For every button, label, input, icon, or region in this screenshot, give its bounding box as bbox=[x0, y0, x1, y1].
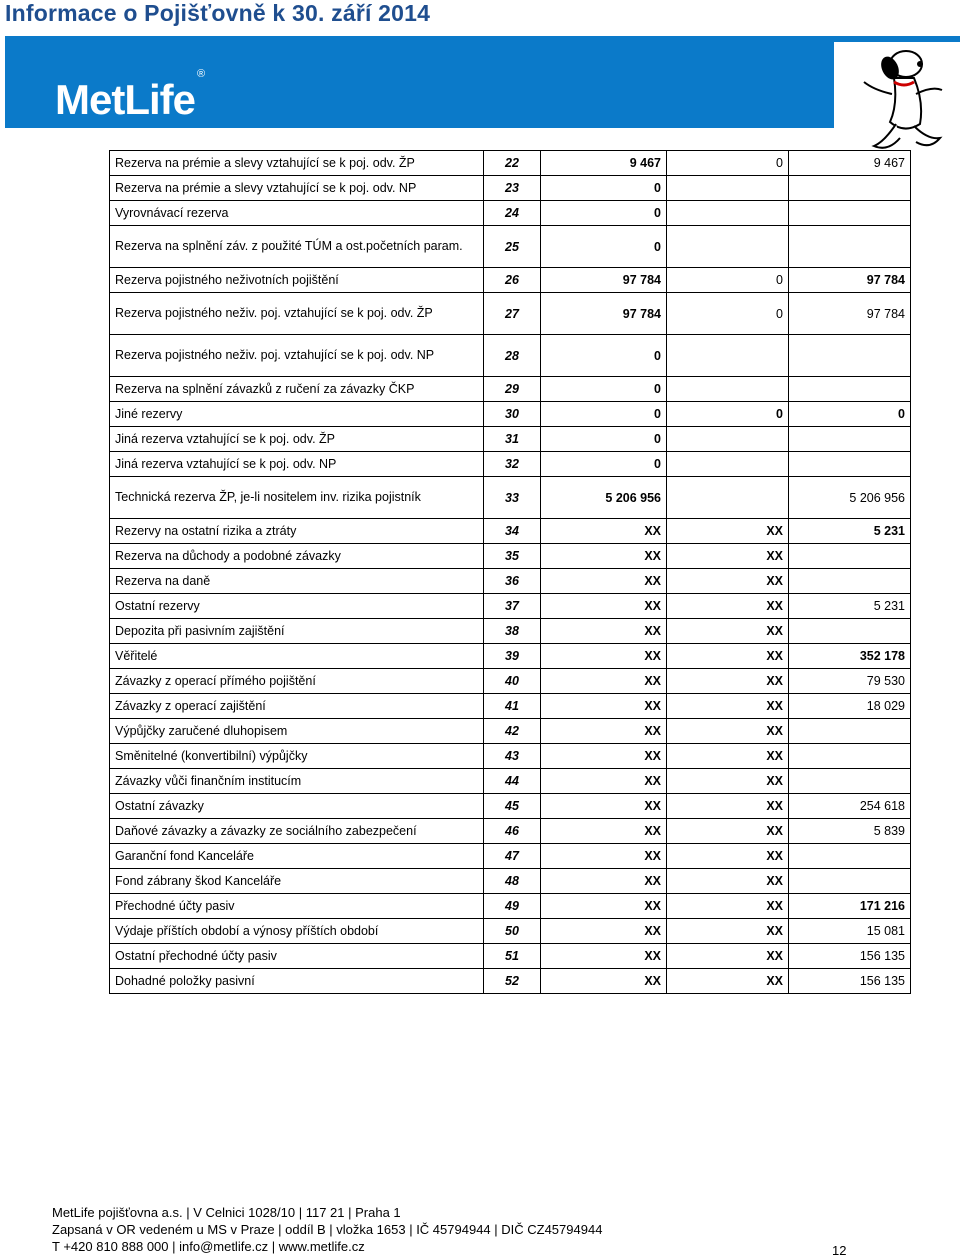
row-label: Jiné rezervy bbox=[110, 402, 484, 427]
value-col-3: 5 839 bbox=[789, 819, 911, 844]
table-row bbox=[110, 694, 911, 719]
value-col-3 bbox=[789, 452, 911, 477]
value-col-1: XX bbox=[541, 744, 667, 769]
value-col-3: 15 081 bbox=[789, 919, 911, 944]
row-label: Rezerva pojistného neživotních pojištění bbox=[110, 268, 484, 293]
row-label: Závazky vůči finančním institucím bbox=[110, 769, 484, 794]
value-col-1: XX bbox=[541, 944, 667, 969]
snoopy-mascot-icon bbox=[834, 42, 960, 162]
value-col-3 bbox=[789, 719, 911, 744]
table-row bbox=[110, 794, 911, 819]
value-col-2: XX bbox=[667, 769, 789, 794]
row-label: Přechodné účty pasiv bbox=[110, 894, 484, 919]
table-row bbox=[110, 769, 911, 794]
value-col-1: 97 784 bbox=[541, 268, 667, 293]
table-row bbox=[110, 894, 911, 919]
footer-contact: T +420 810 888 000 | info@metlife.cz | www.metlife.cz bbox=[52, 1239, 365, 1254]
table-row bbox=[110, 201, 911, 226]
value-col-1: XX bbox=[541, 769, 667, 794]
value-col-1: XX bbox=[541, 869, 667, 894]
value-col-3: 156 135 bbox=[789, 969, 911, 994]
value-col-1: XX bbox=[541, 794, 667, 819]
table-row bbox=[110, 594, 911, 619]
row-number: 37 bbox=[484, 594, 541, 619]
row-label: Rezervy na ostatní rizika a ztráty bbox=[110, 519, 484, 544]
value-col-1: 0 bbox=[541, 377, 667, 402]
value-col-1: XX bbox=[541, 819, 667, 844]
registered-mark: ® bbox=[197, 68, 205, 80]
value-col-1: XX bbox=[541, 594, 667, 619]
value-col-3: 18 029 bbox=[789, 694, 911, 719]
value-col-2: XX bbox=[667, 669, 789, 694]
value-col-2 bbox=[667, 377, 789, 402]
value-col-3: 5 231 bbox=[789, 594, 911, 619]
footer bbox=[52, 1204, 602, 1255]
row-label: Jiná rezerva vztahující se k poj. odv. NP bbox=[110, 452, 484, 477]
table-row bbox=[110, 226, 911, 268]
row-label: Fond zábrany škod Kanceláře bbox=[110, 869, 484, 894]
value-col-1: XX bbox=[541, 844, 667, 869]
value-col-2: XX bbox=[667, 694, 789, 719]
value-col-3 bbox=[789, 869, 911, 894]
value-col-2: XX bbox=[667, 894, 789, 919]
row-number: 25 bbox=[484, 226, 541, 268]
value-col-3 bbox=[789, 569, 911, 594]
value-col-1: XX bbox=[541, 894, 667, 919]
value-col-2: XX bbox=[667, 619, 789, 644]
row-label: Jiná rezerva vztahující se k poj. odv. ŽP bbox=[110, 427, 484, 452]
table-row bbox=[110, 293, 911, 335]
value-col-2 bbox=[667, 477, 789, 519]
value-col-2: XX bbox=[667, 519, 789, 544]
row-number: 33 bbox=[484, 477, 541, 519]
header-banner bbox=[5, 36, 960, 128]
row-label: Depozita při pasivním zajištění bbox=[110, 619, 484, 644]
table-row bbox=[110, 644, 911, 669]
table-row bbox=[110, 402, 911, 427]
row-label: Výdaje příštích období a výnosy příštích období bbox=[110, 919, 484, 944]
page-number: 12 bbox=[832, 1243, 847, 1258]
row-number: 42 bbox=[484, 719, 541, 744]
table-row bbox=[110, 335, 911, 377]
value-col-1: 0 bbox=[541, 452, 667, 477]
value-col-2: XX bbox=[667, 544, 789, 569]
value-col-3: 79 530 bbox=[789, 669, 911, 694]
row-number: 41 bbox=[484, 694, 541, 719]
value-col-2: 0 bbox=[667, 268, 789, 293]
row-number: 27 bbox=[484, 293, 541, 335]
value-col-3: 0 bbox=[789, 402, 911, 427]
value-col-1: XX bbox=[541, 919, 667, 944]
value-col-2 bbox=[667, 201, 789, 226]
value-col-2 bbox=[667, 452, 789, 477]
row-label: Rezerva na splnění závazků z ručení za závazky ČKP bbox=[110, 377, 484, 402]
table-row bbox=[110, 819, 911, 844]
row-number: 44 bbox=[484, 769, 541, 794]
value-col-3 bbox=[789, 769, 911, 794]
value-col-2: XX bbox=[667, 969, 789, 994]
row-label: Závazky z operací zajištění bbox=[110, 694, 484, 719]
table-row bbox=[110, 844, 911, 869]
logo-text: MetLife bbox=[55, 76, 195, 123]
row-label: Ostatní přechodné účty pasiv bbox=[110, 944, 484, 969]
row-number: 22 bbox=[484, 151, 541, 176]
footer-address: MetLife pojišťovna a.s. | V Celnici 1028/10 | 117 21 | Praha 1 bbox=[52, 1205, 401, 1220]
value-col-2: XX bbox=[667, 794, 789, 819]
value-col-3: 156 135 bbox=[789, 944, 911, 969]
table-row bbox=[110, 519, 911, 544]
value-col-3: 9 467 bbox=[789, 151, 911, 176]
value-col-1: XX bbox=[541, 544, 667, 569]
row-number: 46 bbox=[484, 819, 541, 844]
row-label: Rezerva pojistného neživ. poj. vztahující se k poj. odv. NP bbox=[110, 335, 484, 377]
value-col-3 bbox=[789, 544, 911, 569]
value-col-2: XX bbox=[667, 744, 789, 769]
value-col-1: XX bbox=[541, 519, 667, 544]
table-row bbox=[110, 919, 911, 944]
value-col-1: 0 bbox=[541, 427, 667, 452]
row-number: 29 bbox=[484, 377, 541, 402]
value-col-3: 5 231 bbox=[789, 519, 911, 544]
metlife-logo bbox=[55, 66, 204, 130]
value-col-1: 0 bbox=[541, 201, 667, 226]
value-col-2: XX bbox=[667, 569, 789, 594]
row-number: 38 bbox=[484, 619, 541, 644]
row-number: 32 bbox=[484, 452, 541, 477]
value-col-1: XX bbox=[541, 619, 667, 644]
value-col-2: XX bbox=[667, 869, 789, 894]
row-label: Věřitelé bbox=[110, 644, 484, 669]
value-col-2: 0 bbox=[667, 293, 789, 335]
row-label: Rezerva na prémie a slevy vztahující se k poj. odv. NP bbox=[110, 176, 484, 201]
value-col-3: 97 784 bbox=[789, 293, 911, 335]
table-row bbox=[110, 569, 911, 594]
value-col-1: XX bbox=[541, 694, 667, 719]
table-row bbox=[110, 669, 911, 694]
value-col-1: 9 467 bbox=[541, 151, 667, 176]
row-number: 47 bbox=[484, 844, 541, 869]
row-number: 24 bbox=[484, 201, 541, 226]
row-number: 40 bbox=[484, 669, 541, 694]
value-col-3: 171 216 bbox=[789, 894, 911, 919]
value-col-3 bbox=[789, 226, 911, 268]
row-label: Výpůjčky zaručené dluhopisem bbox=[110, 719, 484, 744]
value-col-1: 97 784 bbox=[541, 293, 667, 335]
table-row bbox=[110, 719, 911, 744]
row-label: Rezerva na splnění záv. z použité TÚM a ost.početních param. bbox=[110, 226, 484, 268]
value-col-1: XX bbox=[541, 719, 667, 744]
value-col-1: XX bbox=[541, 569, 667, 594]
value-col-3 bbox=[789, 744, 911, 769]
row-number: 51 bbox=[484, 944, 541, 969]
row-label: Rezerva na prémie a slevy vztahující se k poj. odv. ŽP bbox=[110, 151, 484, 176]
value-col-2: XX bbox=[667, 594, 789, 619]
value-col-2: XX bbox=[667, 844, 789, 869]
value-col-3: 5 206 956 bbox=[789, 477, 911, 519]
value-col-1: 0 bbox=[541, 402, 667, 427]
row-number: 31 bbox=[484, 427, 541, 452]
row-label: Rezerva na daně bbox=[110, 569, 484, 594]
table-row bbox=[110, 151, 911, 176]
value-col-2: 0 bbox=[667, 402, 789, 427]
value-col-2 bbox=[667, 226, 789, 268]
table-row bbox=[110, 869, 911, 894]
value-col-2: XX bbox=[667, 944, 789, 969]
footer-registration: Zapsaná v OR vedeném u MS v Praze | oddíl B | vložka 1653 | IČ 45794944 | DIČ CZ45794944 bbox=[52, 1222, 603, 1237]
row-number: 48 bbox=[484, 869, 541, 894]
value-col-1: XX bbox=[541, 644, 667, 669]
value-col-3 bbox=[789, 201, 911, 226]
table-row bbox=[110, 619, 911, 644]
value-col-1: 0 bbox=[541, 226, 667, 268]
value-col-1: 0 bbox=[541, 176, 667, 201]
row-number: 45 bbox=[484, 794, 541, 819]
value-col-3: 352 178 bbox=[789, 644, 911, 669]
table-row bbox=[110, 744, 911, 769]
row-label: Rezerva pojistného neživ. poj. vztahující se k poj. odv. ŽP bbox=[110, 293, 484, 335]
row-label: Vyrovnávací rezerva bbox=[110, 201, 484, 226]
value-col-2: XX bbox=[667, 919, 789, 944]
row-number: 36 bbox=[484, 569, 541, 594]
row-number: 52 bbox=[484, 969, 541, 994]
value-col-3 bbox=[789, 619, 911, 644]
row-number: 43 bbox=[484, 744, 541, 769]
table-row bbox=[110, 377, 911, 402]
row-number: 39 bbox=[484, 644, 541, 669]
value-col-2 bbox=[667, 176, 789, 201]
value-col-2: XX bbox=[667, 819, 789, 844]
value-col-2: XX bbox=[667, 719, 789, 744]
table-row bbox=[110, 944, 911, 969]
table-row bbox=[110, 969, 911, 994]
value-col-3 bbox=[789, 176, 911, 201]
table-row bbox=[110, 176, 911, 201]
balance-table bbox=[109, 150, 911, 994]
value-col-1: 0 bbox=[541, 335, 667, 377]
row-number: 49 bbox=[484, 894, 541, 919]
value-col-3: 254 618 bbox=[789, 794, 911, 819]
table-row bbox=[110, 477, 911, 519]
row-label: Směnitelné (konvertibilní) výpůjčky bbox=[110, 744, 484, 769]
table-row bbox=[110, 544, 911, 569]
row-number: 23 bbox=[484, 176, 541, 201]
row-label: Ostatní závazky bbox=[110, 794, 484, 819]
row-number: 30 bbox=[484, 402, 541, 427]
value-col-3 bbox=[789, 844, 911, 869]
value-col-2: XX bbox=[667, 644, 789, 669]
table-row bbox=[110, 427, 911, 452]
row-label: Garanční fond Kanceláře bbox=[110, 844, 484, 869]
table-row bbox=[110, 452, 911, 477]
value-col-1: 5 206 956 bbox=[541, 477, 667, 519]
table-row bbox=[110, 268, 911, 293]
row-number: 35 bbox=[484, 544, 541, 569]
value-col-3: 97 784 bbox=[789, 268, 911, 293]
value-col-1: XX bbox=[541, 669, 667, 694]
row-number: 50 bbox=[484, 919, 541, 944]
row-label: Závazky z operací přímého pojištění bbox=[110, 669, 484, 694]
row-label: Technická rezerva ŽP, je-li nositelem inv. rizika pojistník bbox=[110, 477, 484, 519]
value-col-3 bbox=[789, 377, 911, 402]
value-col-3 bbox=[789, 427, 911, 452]
value-col-2 bbox=[667, 427, 789, 452]
row-number: 26 bbox=[484, 268, 541, 293]
row-label: Rezerva na důchody a podobné závazky bbox=[110, 544, 484, 569]
row-label: Ostatní rezervy bbox=[110, 594, 484, 619]
value-col-3 bbox=[789, 335, 911, 377]
value-col-2 bbox=[667, 335, 789, 377]
page-title: Informace o Pojišťovně k 30. září 2014 bbox=[5, 0, 431, 26]
row-number: 34 bbox=[484, 519, 541, 544]
value-col-1: XX bbox=[541, 969, 667, 994]
value-col-2: 0 bbox=[667, 151, 789, 176]
row-number: 28 bbox=[484, 335, 541, 377]
row-label: Daňové závazky a závazky ze sociálního zabezpečení bbox=[110, 819, 484, 844]
row-label: Dohadné položky pasivní bbox=[110, 969, 484, 994]
